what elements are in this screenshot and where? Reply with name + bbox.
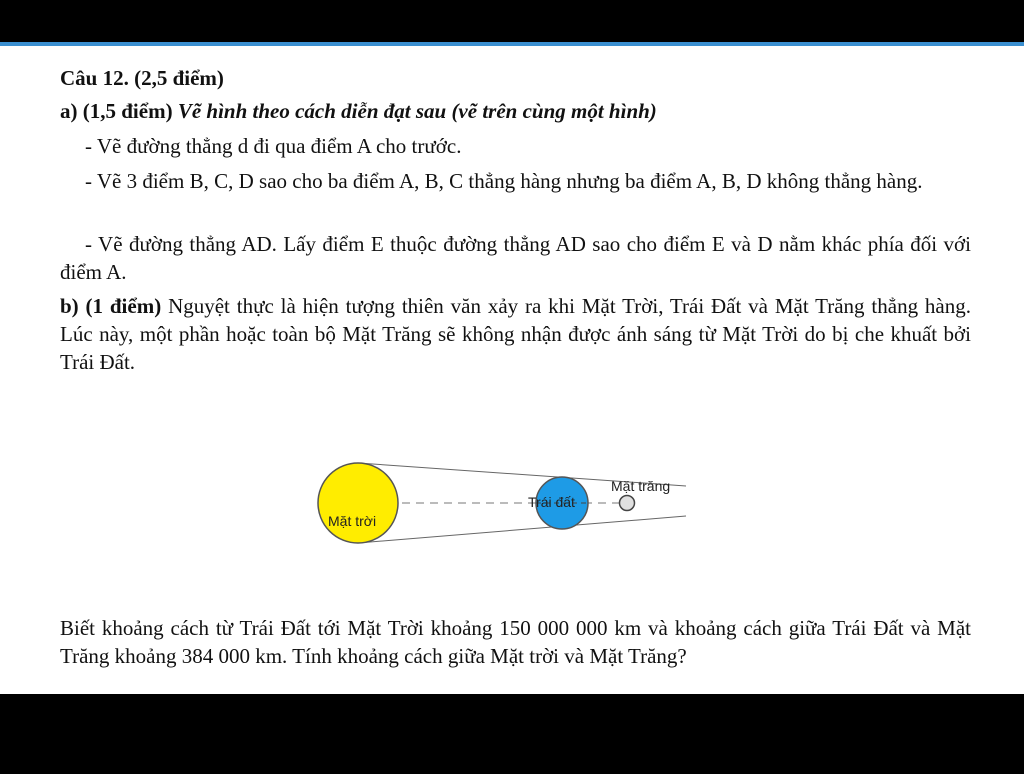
part-a-header [60,97,971,125]
earth-label: Trái đất [528,494,575,510]
question-heading [60,64,971,92]
sun-circle [318,463,398,543]
moon-label: Mặt trăng [611,478,671,494]
part-b-text: Nguyệt thực là hiện tượng thiên văn xảy ra khi Mặt Trời, Trái Đất và Mặt Trăng thẳng hàng. Lúc này, một phần hoặc toàn bộ Mặt Trăng sẽ không nhận được ánh sáng từ Mặt Trời do bị che khuất bởi Trái Đất. [60,294,971,374]
part-a-label: a) (1,5 điểm) [60,99,173,123]
part-a-instruction: Vẽ hình theo cách diễn đạt sau (vẽ trên cùng một hình) [177,99,657,123]
question-heading-text: Câu 12. (2,5 điểm) [60,66,224,90]
shadow-lower-line [358,516,686,543]
part-a-item-2: - Vẽ 3 điểm B, C, D sao cho ba điểm A, B, C thẳng hàng nhưng ba điểm A, B, D không thẳng hàng. [85,169,923,193]
moon-circle [620,496,635,511]
final-question: Biết khoảng cách từ Trái Đất tới Mặt Trời khoảng 150 000 000 km và khoảng cách giữa Trái Đất và Mặt Trăng khoảng 384 000 km. Tính khoảng cách giữa Mặt trời và Mặt Trăng? [60,616,971,668]
part-a-item-3: - Vẽ đường thẳng AD. Lấy điểm E thuộc đường thẳng AD sao cho điểm E và D nằm khác phía đối với điểm A. [60,232,971,284]
part-a-item-1: - Vẽ đường thẳng d đi qua điểm A cho trước. [85,134,462,158]
lunar-eclipse-diagram [300,454,740,604]
document-page [0,46,1024,694]
sun-label: Mặt trời [328,513,377,529]
bottom-black-bar [0,694,1024,774]
top-black-bar [0,0,1024,42]
part-b-label: b) (1 điểm) [60,294,162,318]
part-b-paragraph [60,292,971,376]
